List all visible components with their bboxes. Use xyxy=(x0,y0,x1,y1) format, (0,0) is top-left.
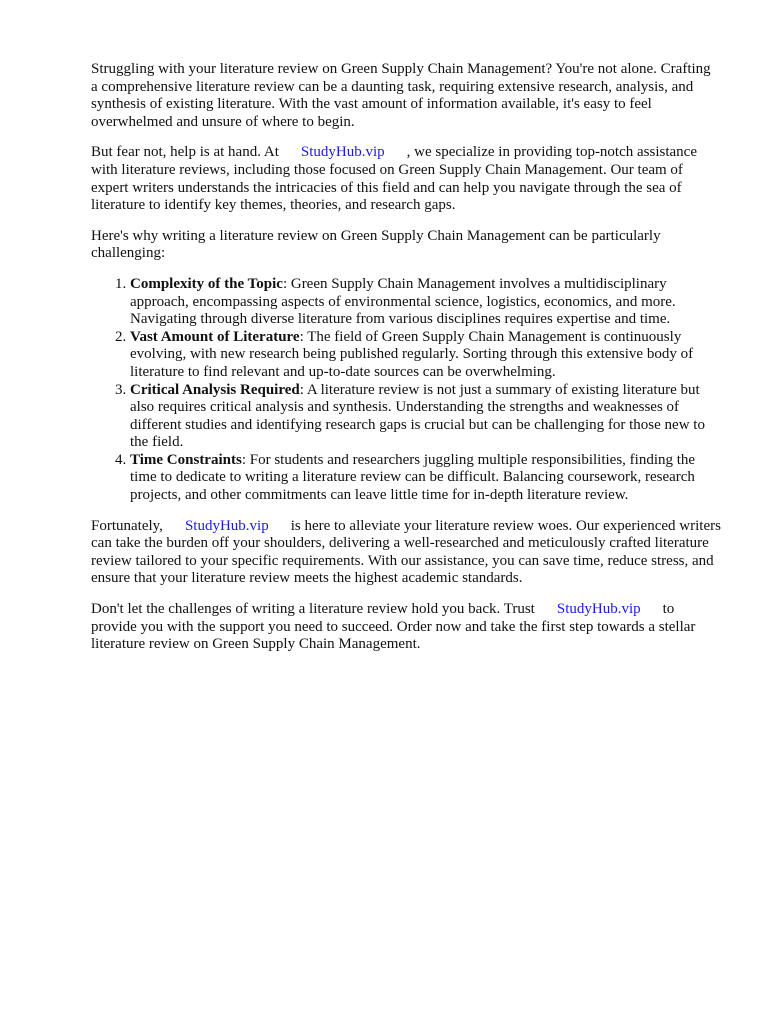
list-item xyxy=(130,452,721,505)
studyhub-link[interactable]: StudyHub.vip xyxy=(300,144,385,161)
reason-title: Vast Amount of Literature xyxy=(130,328,300,345)
closing-text-before: Don't let the challenges of writing a literature review hold you back. Trust xyxy=(91,601,535,618)
reason-text: : For students and researchers juggling multiple responsibilities, finding the time to dedicate to writing a literature review can be difficult. Balancing coursework, research projects, and other commitments can leave little time for in-depth literature review. xyxy=(130,451,696,504)
fortunately-paragraph xyxy=(91,518,721,588)
reasons-list xyxy=(91,276,721,505)
reason-text: : A literature review is not just a summary of existing literature but also requires critical analysis and synthesis. Understanding the strengths and weaknesses of different studies and identifying research gaps is crucial but can be challenging for those new to the field. xyxy=(130,381,705,451)
list-item xyxy=(130,382,721,452)
reason-text: : The field of Green Supply Chain Management is continuously evolving, with new research being published regularly. Sorting through this extensive body of literature to find relevant and up-to-date sources can be overwhelming. xyxy=(130,328,694,380)
help-text-before: But fear not, help is at hand. At xyxy=(91,144,279,161)
help-paragraph xyxy=(91,144,721,214)
closing-paragraph xyxy=(91,601,721,654)
intro-paragraph: Struggling with your literature review on Green Supply Chain Management? You're not alone. Crafting a comprehensive literature review can be a daunting task, requiring extensive research, analysis, and synthesis of existing literature. With the vast amount of information available, it's easy to feel overwhelmed and unsure of where to begin. xyxy=(91,61,711,130)
fortunately-text-after: is here to alleviate your literature review woes. Our experienced writers can take the burden off your shoulders, delivering a well-researched and meticulously crafted literature review tailored to your specific requirements. With our assistance, you can save time, reduce stress, and ensure that your literature review meets the highest academic standards. xyxy=(91,517,721,587)
list-item xyxy=(130,329,721,382)
list-item xyxy=(130,276,721,329)
reason-title: Time Constraints xyxy=(130,451,242,468)
reason-title: Critical Analysis Required xyxy=(130,381,300,398)
studyhub-link[interactable]: StudyHub.vip xyxy=(184,517,269,534)
closing-text-after: to provide you with the support you need to succeed. Order now and take the first step towards a stellar literature review on Green Supply Chain Management. xyxy=(91,601,696,653)
reason-title: Complexity of the Topic xyxy=(130,275,283,292)
studyhub-link[interactable]: StudyHub.vip xyxy=(556,601,641,618)
fortunately-text-before: Fortunately, xyxy=(91,517,163,534)
reason-text: : Green Supply Chain Management involves a multidisciplinary approach, encompassing aspects of environmental science, logistics, economics, and more. Navigating through diverse literature from various disciplines requires expertise and time. xyxy=(130,275,676,328)
why-paragraph: Here's why writing a literature review on Green Supply Chain Management can be particularly challenging: xyxy=(91,227,661,262)
document-body xyxy=(91,61,721,667)
help-text-after: , we specialize in providing top-notch assistance with literature reviews, including those focused on Green Supply Chain Management. Our team of expert writers understands the intricacies of this field and can help you navigate through the sea of literature to identify key themes, theories, and research gaps. xyxy=(91,144,697,214)
